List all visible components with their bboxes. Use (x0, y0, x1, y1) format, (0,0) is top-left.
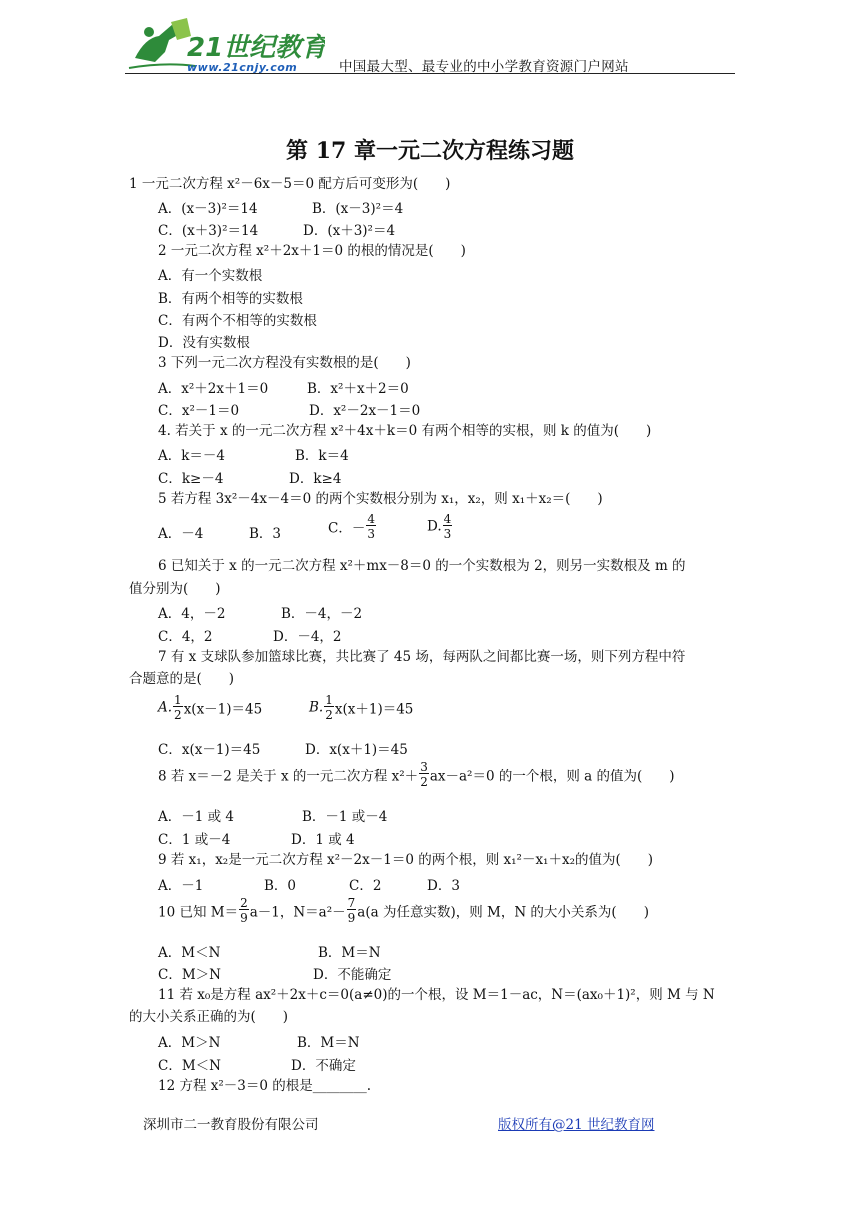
question-7-line-1: 7 有 x 支球队参加篮球比赛，共比赛了 45 场，每两队之间都比赛一场，则下列方程中符 (158, 649, 686, 665)
question-3: 3 下列一元二次方程没有实数根的是( ) (158, 355, 411, 371)
page-header (125, 18, 735, 78)
q2-option-b: B．有两个相等的实数根 (158, 291, 303, 307)
q1-option-d: D．(x＋3)²＝4 (303, 223, 396, 239)
q2-option-d: D．没有实数根 (158, 335, 250, 351)
fraction-numerator: 4 (443, 512, 452, 526)
q5-option-a: A．－4 (158, 526, 204, 542)
q11-option-b: B．M＝N (297, 1035, 360, 1051)
fraction-numerator: 3 (420, 760, 428, 774)
question-10-part-1: 10 已知 M＝ (158, 904, 239, 921)
q3-option-a: A．x²＋2x＋1＝0 (158, 381, 269, 397)
q7-option-c: C．x(x－1)＝45 (158, 742, 261, 758)
q7-option-a-expr: x(x－1)＝45 (183, 701, 263, 718)
q4-option-a: A．k＝－4 (158, 448, 226, 464)
q5-option-d-label: D. (427, 518, 442, 535)
question-10 (158, 897, 649, 924)
question-10-part-2: a－1，N＝a²－ (249, 904, 346, 921)
q9-option-d: D．3 (427, 878, 460, 894)
question-9: 9 若 x₁，x₂是一元二次方程 x²－2x－1＝0 的两个根，则 x₁²－x₁＋x₂的值为( ) (158, 852, 654, 868)
q3-option-b: B．x²＋x＋2＝0 (307, 381, 409, 397)
q10-option-d: D．不能确定 (313, 967, 392, 983)
q9-option-a: A．－1 (158, 878, 204, 894)
q2-option-a: A．有一个实数根 (158, 268, 263, 284)
q6-option-d: D．－4，2 (273, 629, 342, 645)
question-4: 4. 若关于 x 的一元二次方程 x²＋4x＋k＝0 有两个相等的实根，则 k 的值为( ) (158, 423, 652, 439)
q5-option-b: B．3 (249, 526, 282, 542)
header-divider (125, 73, 735, 74)
question-7-line-2: 合题意的是( ) (129, 671, 235, 687)
q4-option-b: B．k＝4 (295, 448, 349, 464)
fraction-numerator: 1 (174, 693, 182, 707)
fraction-numerator: 7 (347, 896, 356, 910)
fraction-denominator: 9 (240, 911, 248, 925)
question-6-line-2: 值分别为( ) (129, 581, 221, 597)
q8-option-d: D．1 或 4 (291, 832, 355, 848)
q10-option-a: A．M＜N (158, 945, 221, 961)
q6-option-b: B．－4，－2 (281, 606, 363, 622)
q4-option-c: C．k≥－4 (158, 471, 224, 487)
q9-option-b: B．0 (264, 878, 297, 894)
q7-option-d: D．x(x＋1)＝45 (305, 742, 408, 758)
q1-option-c: C．(x＋3)²＝14 (158, 223, 259, 239)
q8-fraction (419, 761, 429, 788)
fraction-numerator: 2 (240, 896, 248, 910)
q11-option-d: D．不确定 (291, 1058, 356, 1074)
fraction-numerator: 1 (325, 693, 333, 707)
question-5: 5 若方程 3x²－4x－4＝0 的两个实数根分别为 x₁，x₂，则 x₁＋x₂＝( ) (158, 491, 603, 507)
q10-fraction-1 (239, 897, 249, 924)
q6-option-a: A．4，－2 (158, 606, 226, 622)
q7-a-fraction (173, 694, 183, 721)
footer-company: 深圳市二一教育股份有限公司 (143, 1117, 319, 1133)
site-tagline: 中国最大型、最专业的中小学教育资源门户网站 (339, 59, 629, 75)
q8-option-b: B．－1 或－4 (302, 809, 388, 825)
q1-option-a: A．(x－3)²＝14 (158, 201, 258, 217)
question-8 (158, 761, 675, 788)
site-logo[interactable] (125, 18, 325, 74)
q9-option-c: C．2 (349, 878, 382, 894)
q10-option-c: C．M＞N (158, 967, 221, 983)
q3-option-c: C．x²－1＝0 (158, 403, 240, 419)
q11-option-c: C．M＜N (158, 1058, 221, 1074)
question-8-part-1: 8 若 x＝－2 是关于 x 的一元二次方程 x²＋ (158, 768, 419, 785)
question-12: 12 方程 x²－3＝0 的根是________. (158, 1078, 372, 1094)
q5-d-fraction (443, 513, 453, 540)
q1-option-b: B．(x－3)²＝4 (312, 201, 404, 217)
q10-option-b: B．M＝N (318, 945, 381, 961)
question-11-line-2: 的大小关系正确的为( ) (129, 1009, 289, 1025)
page-title: 第 17 章一元二次方程练习题 (286, 138, 574, 164)
question-6-line-1: 6 已知关于 x 的一元二次方程 x²＋mx－8＝0 的一个实数根为 2，则另一实数根及 m 的 (158, 558, 686, 574)
fraction-denominator: 9 (347, 911, 356, 925)
q7-option-b (309, 694, 413, 721)
q5-c-fraction (366, 513, 376, 540)
fraction-numerator: 4 (367, 512, 375, 526)
q3-option-d: D．x²－2x－1＝0 (309, 403, 421, 419)
q5-option-c-label: C．－ (328, 520, 366, 537)
q7-option-a (158, 694, 262, 721)
fraction-denominator: 2 (174, 708, 182, 722)
q6-option-c: C．4，2 (158, 629, 213, 645)
logo-url: www.21cnjy.com (187, 61, 298, 74)
fraction-denominator: 2 (420, 775, 428, 789)
q8-option-c: C．1 或－4 (158, 832, 231, 848)
q7-option-b-expr: x(x＋1)＝45 (334, 701, 414, 718)
q10-fraction-2 (347, 897, 357, 924)
q2-option-c: C．有两个不相等的实数根 (158, 313, 317, 329)
q5-option-c (328, 513, 377, 540)
question-10-part-3: a(a 为任意实数)，则 M，N 的大小关系为( ) (357, 904, 649, 921)
question-11-line-1: 11 若 x₀是方程 ax²＋2x＋c＝0(a≠0)的一个根，设 M＝1－ac，N＝(ax₀＋1)²，则 M 与 N (158, 987, 715, 1003)
question-8-part-2: ax－a²＝0 的一个根，则 a 的值为( ) (429, 768, 675, 785)
q8-option-a: A．－1 或 4 (158, 809, 235, 825)
fraction-denominator: 3 (367, 527, 375, 541)
q7-b-fraction (324, 694, 334, 721)
q4-option-d: D．k≥4 (289, 471, 342, 487)
footer-copyright-link[interactable]: 版权所有@21 世纪教育网 (498, 1117, 655, 1133)
question-2: 2 一元二次方程 x²＋2x＋1＝0 的根的情况是( ) (158, 243, 466, 259)
svg-text:21世纪教育: 21世纪教育 (187, 33, 325, 63)
q5-option-d (427, 513, 453, 540)
q7-option-a-label: A. (158, 699, 173, 716)
question-1: 1 一元二次方程 x²－6x－5＝0 配方后可变形为( ) (129, 176, 451, 192)
q11-option-a: A．M＞N (158, 1035, 221, 1051)
q7-option-b-label: B. (309, 699, 324, 716)
fraction-denominator: 3 (443, 527, 452, 541)
fraction-denominator: 2 (325, 708, 333, 722)
